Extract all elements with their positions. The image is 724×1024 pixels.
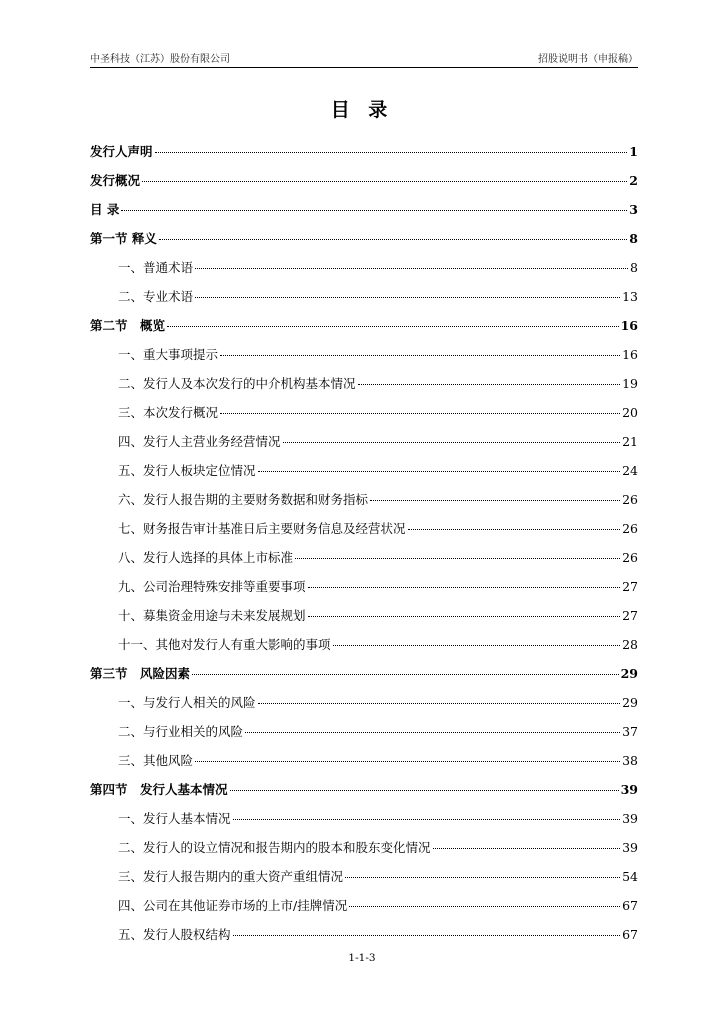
toc-entry-label: 三、本次发行概况 <box>118 405 219 420</box>
toc-entry[interactable] <box>90 369 638 398</box>
toc-entry-page: 39 <box>620 782 638 797</box>
toc-dot-leader <box>230 789 619 791</box>
toc-entry[interactable] <box>90 717 638 746</box>
toc-entry-label: 第三节 风险因素 <box>90 666 191 681</box>
toc-entry-label: 六、发行人报告期的主要财务数据和财务指标 <box>118 492 369 507</box>
toc-entry-page: 39 <box>622 840 638 855</box>
header-company-name: 中圣科技（江苏）股份有限公司 <box>90 54 230 65</box>
toc-entry-page: 67 <box>622 927 638 942</box>
toc-entry-label: 四、公司在其他证券市场的上市/挂牌情况 <box>118 898 348 913</box>
toc-entry[interactable] <box>90 630 638 659</box>
toc-entry-page: 3 <box>629 202 638 217</box>
toc-entry[interactable] <box>90 514 638 543</box>
toc-dot-leader <box>333 644 621 646</box>
toc-entry-label: 一、普通术语 <box>118 260 194 275</box>
toc-entry-page: 37 <box>622 724 638 739</box>
toc-entry-page: 8 <box>630 260 638 275</box>
toc-entry[interactable] <box>90 775 638 804</box>
toc-dot-leader <box>408 528 621 530</box>
toc-dot-leader <box>220 412 620 414</box>
toc-entry[interactable] <box>90 688 638 717</box>
toc-entry-label: 发行人声明 <box>90 144 153 159</box>
toc-entry-page: 2 <box>629 173 638 188</box>
toc-entry-label: 二、发行人的设立情况和报告期内的股本和股东变化情况 <box>118 840 431 855</box>
toc-dot-leader <box>245 731 620 733</box>
toc-entry-page: 67 <box>622 898 638 913</box>
toc-entry-label: 第二节 概览 <box>90 318 166 333</box>
toc-entry-label: 目 录 <box>90 202 120 217</box>
toc-entry-page: 27 <box>622 608 638 623</box>
toc-dot-leader <box>283 441 621 443</box>
table-of-contents <box>90 137 638 949</box>
toc-entry-label: 十、募集资金用途与未来发展规划 <box>118 608 306 623</box>
toc-dot-leader <box>142 180 627 182</box>
toc-entry-page: 29 <box>622 695 638 710</box>
toc-entry-label: 七、财务报告审计基准日后主要财务信息及经营状况 <box>118 521 406 536</box>
toc-entry-label: 三、其他风险 <box>118 753 194 768</box>
toc-entry-page: 54 <box>622 869 638 884</box>
toc-entry-page: 26 <box>622 521 638 536</box>
toc-entry[interactable] <box>90 572 638 601</box>
toc-entry[interactable] <box>90 833 638 862</box>
toc-dot-leader <box>192 673 619 675</box>
toc-dot-leader <box>345 876 620 878</box>
toc-dot-leader <box>233 934 621 936</box>
toc-dot-leader <box>159 238 627 240</box>
page-number: 1-1-3 <box>348 952 376 964</box>
toc-entry-page: 28 <box>622 637 638 652</box>
toc-entry-label: 第四节 发行人基本情况 <box>90 782 228 797</box>
toc-entry[interactable] <box>90 340 638 369</box>
toc-entry-page: 27 <box>622 579 638 594</box>
header-document-type: 招股说明书（申报稿） <box>538 54 638 65</box>
toc-entry-label: 五、发行人板块定位情况 <box>118 463 256 478</box>
toc-dot-leader <box>258 702 621 704</box>
toc-entry-label: 一、发行人基本情况 <box>118 811 231 826</box>
toc-entry[interactable] <box>90 746 638 775</box>
toc-entry-label: 五、发行人股权结构 <box>118 927 231 942</box>
toc-entry[interactable] <box>90 601 638 630</box>
toc-dot-leader <box>295 557 620 559</box>
toc-entry[interactable] <box>90 456 638 485</box>
toc-dot-leader <box>349 905 620 907</box>
toc-dot-leader <box>167 325 619 327</box>
toc-dot-leader <box>308 586 621 588</box>
toc-entry-page: 39 <box>622 811 638 826</box>
toc-entry[interactable] <box>90 804 638 833</box>
toc-entry-page: 16 <box>620 318 638 333</box>
toc-dot-leader <box>370 499 620 501</box>
toc-entry[interactable] <box>90 137 638 166</box>
toc-entry[interactable] <box>90 398 638 427</box>
toc-entry-label: 三、发行人报告期内的重大资产重组情况 <box>118 869 344 884</box>
toc-entry-label: 二、专业术语 <box>118 289 194 304</box>
toc-entry-page: 26 <box>622 492 638 507</box>
toc-entry[interactable] <box>90 224 638 253</box>
toc-entry[interactable] <box>90 427 638 456</box>
toc-entry-label: 一、重大事项提示 <box>118 347 219 362</box>
toc-entry-label: 九、公司治理特殊安排等重要事项 <box>118 579 306 594</box>
toc-dot-leader <box>308 615 621 617</box>
toc-title: 目 录 <box>330 99 394 121</box>
toc-entry-page: 13 <box>622 289 638 304</box>
toc-dot-leader <box>195 296 620 298</box>
toc-entry[interactable] <box>90 862 638 891</box>
toc-entry[interactable] <box>90 891 638 920</box>
toc-entry[interactable] <box>90 253 638 282</box>
toc-entry-page: 38 <box>622 753 638 768</box>
toc-entry[interactable] <box>90 920 638 949</box>
toc-dot-leader <box>220 354 620 356</box>
toc-dot-leader <box>233 818 621 820</box>
toc-entry-label: 发行概况 <box>90 173 141 188</box>
toc-entry-label: 二、发行人及本次发行的中介机构基本情况 <box>118 376 356 391</box>
page-header <box>90 50 638 68</box>
toc-entry[interactable] <box>90 311 638 340</box>
toc-dot-leader <box>258 470 621 472</box>
toc-entry-page: 1 <box>629 144 638 159</box>
toc-dot-leader <box>155 151 628 153</box>
toc-dot-leader <box>195 760 620 762</box>
toc-entry-page: 26 <box>622 550 638 565</box>
toc-dot-leader <box>433 847 621 849</box>
toc-entry-page: 20 <box>622 405 638 420</box>
toc-entry[interactable] <box>90 166 638 195</box>
toc-entry-label: 二、与行业相关的风险 <box>118 724 244 739</box>
toc-entry-page: 8 <box>629 231 638 246</box>
toc-entry-label: 十一、其他对发行人有重大影响的事项 <box>118 637 331 652</box>
toc-entry-label: 一、与发行人相关的风险 <box>118 695 256 710</box>
toc-entry[interactable] <box>90 282 638 311</box>
toc-entry[interactable] <box>90 485 638 514</box>
toc-entry-label: 第一节 释义 <box>90 231 157 246</box>
toc-entry-page: 19 <box>622 376 638 391</box>
toc-entry[interactable] <box>90 195 638 224</box>
toc-entry-label: 四、发行人主营业务经营情况 <box>118 434 281 449</box>
toc-entry[interactable] <box>90 659 638 688</box>
toc-dot-leader <box>195 267 628 269</box>
toc-entry-page: 21 <box>622 434 638 449</box>
toc-entry-page: 29 <box>620 666 638 681</box>
toc-entry[interactable] <box>90 543 638 572</box>
toc-entry-label: 八、发行人选择的具体上市标准 <box>118 550 294 565</box>
toc-entry-page: 16 <box>622 347 638 362</box>
toc-entry-page: 24 <box>622 463 638 478</box>
toc-dot-leader <box>358 383 621 385</box>
toc-dot-leader <box>121 209 627 211</box>
